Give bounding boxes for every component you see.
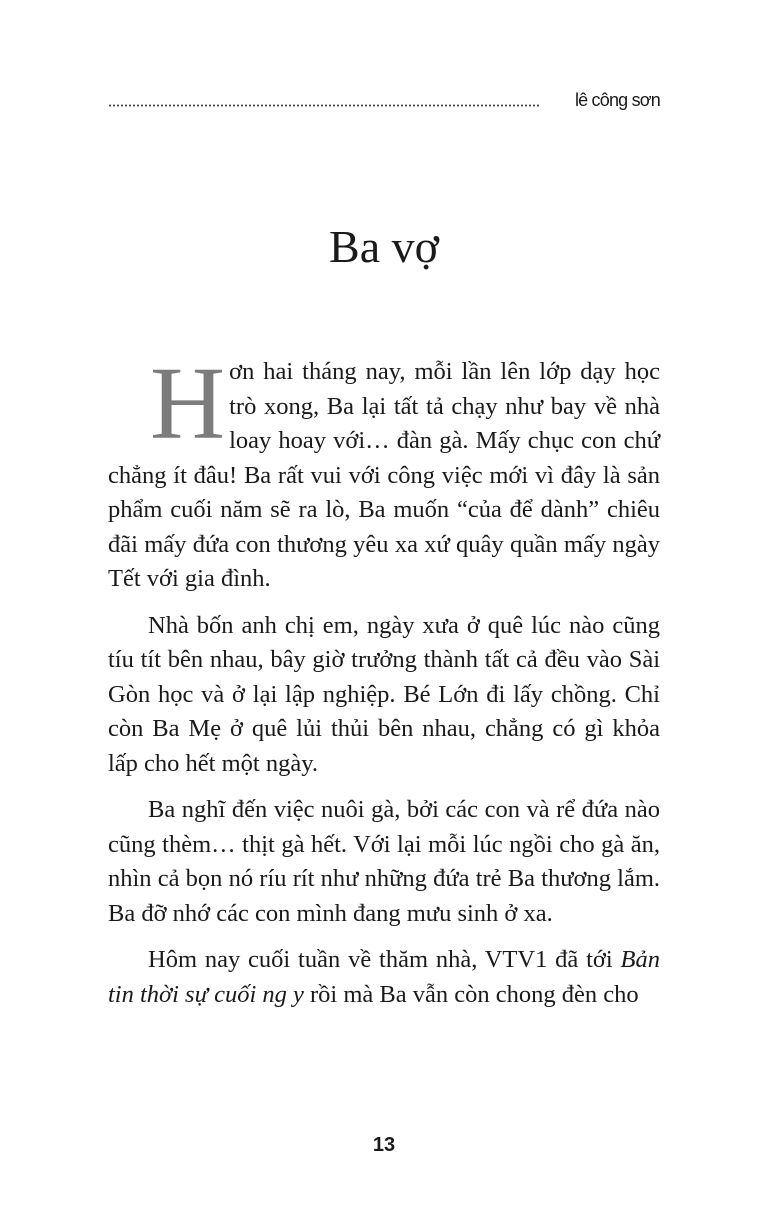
running-header — [108, 90, 660, 118]
text-line: hoay với… đàn gà. Mấy chục con chứ chẳng ít đâu! — [108, 427, 660, 489]
text-line: Nhà bốn anh chị em, ngày xưa ở quê lúc nào — [148, 611, 605, 639]
text-line: ơn hai tháng nay, mỗi lần lên lớp dạy — [229, 358, 616, 385]
dotted-rule — [108, 104, 540, 107]
paragraph-3 — [108, 793, 660, 931]
body-text — [108, 346, 661, 1024]
text-line: Ba thương lắm. Ba đỡ nhớ các con mình đang mưu — [108, 865, 660, 927]
text-line: sinh ở xa. — [457, 899, 553, 927]
text-line: cũng tíu tít bên nhau, bây giờ trưởng thành tất cả — [108, 611, 661, 673]
text-line: Ba nghĩ đến việc nuôi gà, bởi các con và rể đứa — [148, 796, 619, 823]
page-number: 13 — [372, 1134, 396, 1156]
paragraph-1 — [108, 346, 661, 597]
text-line: Hôm nay cuối tuần về thăm nhà, VTV1 đã tới — [148, 946, 613, 973]
paragraph-2 — [108, 609, 660, 782]
text-line: rồi mà Ba vẫn còn chong đèn cho — [303, 980, 639, 1008]
text-line: học trò xong, Ba lại tất tả chạy như bay về nhà loay — [229, 358, 661, 454]
chapter-title: Ba vợ — [329, 221, 439, 272]
text-line: đều vào Sài Gòn học và ở lại lập nghiệp. Bé Lớn đi — [108, 646, 661, 708]
header-author: lê công sơn — [574, 90, 660, 110]
italic-text: Bản — [620, 946, 661, 973]
italic-text: tin thời sự cuối ng y — [108, 980, 304, 1008]
text-line: lấy chồng. Chỉ còn Ba Mẹ ở quê lủi thủi bên nhau, — [108, 680, 660, 742]
text-line: đứa con thương yêu xa xứ quây quần mấy ngày Tết — [108, 530, 660, 592]
text-line: năm sẽ ra lò, Ba muốn “của để dành” chiêu đãi mấy — [108, 496, 660, 558]
text-line: cho gà ăn, nhìn cả bọn nó ríu rít như những đứa trẻ — [108, 830, 660, 892]
drop-cap: H — [150, 346, 226, 461]
text-line: chẳng có gì khỏa lấp cho hết một ngày. — [108, 715, 660, 777]
paragraph-4 — [108, 943, 660, 1012]
text-line: Ba rất vui với công việc mới vì đây là sản phẩm cuối — [108, 461, 660, 523]
text-line: với gia đình. — [146, 565, 271, 592]
text-line: nào cũng thèm… thịt gà hết. Với lại mỗi lúc ngồi — [108, 796, 660, 858]
